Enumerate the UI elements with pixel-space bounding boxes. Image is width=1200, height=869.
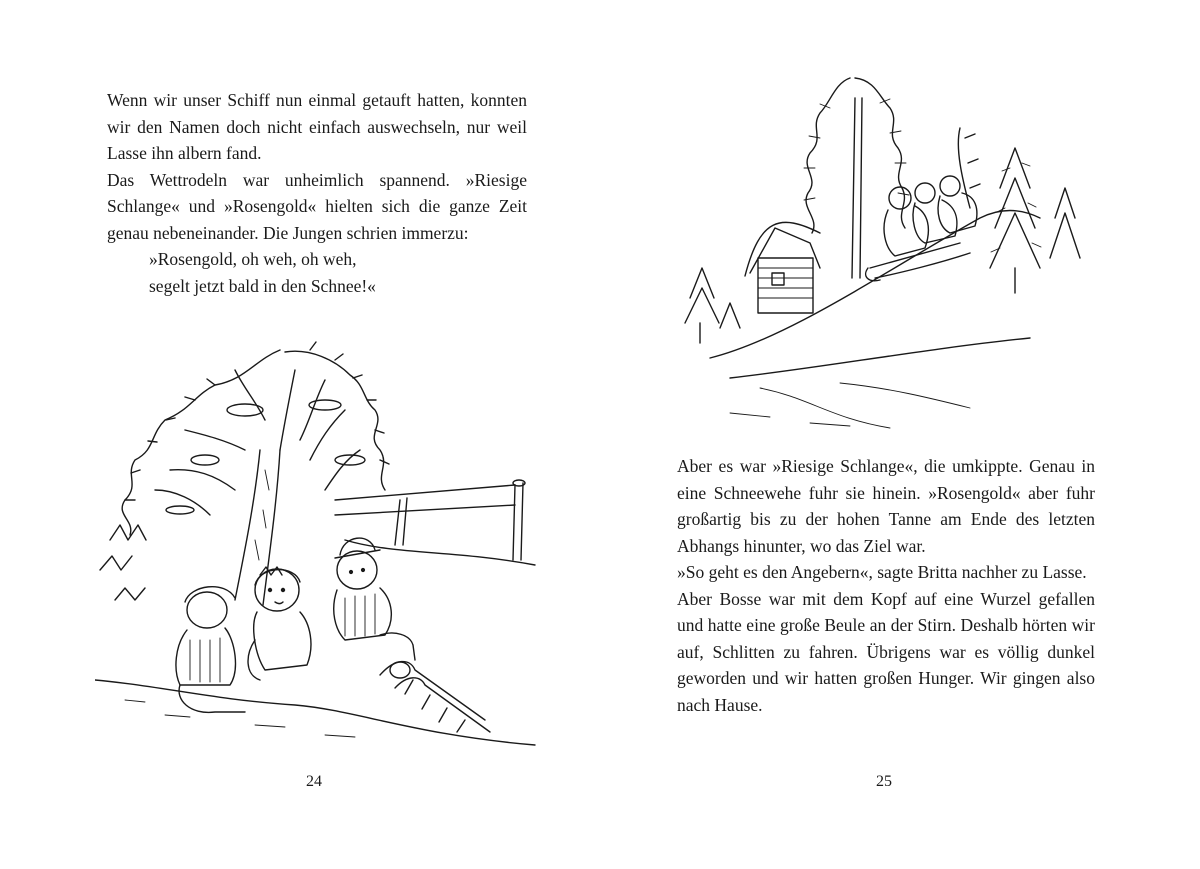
paragraph: Das Wettrodeln war unheimlich spannend. »Riesige Schlange« und »Rosengold« hielten sich die ganze Zeit genau nebeneinander. Die Jungen schrien immerzu: [107, 169, 527, 243]
verse-line: »Rosengold, oh weh, oh weh, [149, 249, 357, 269]
illustration-children-under-tree [95, 340, 555, 750]
page-number: 24 [306, 773, 322, 790]
page-number: 25 [876, 773, 892, 790]
right-page-text [677, 453, 1095, 718]
paragraph: »So geht es den Angebern«, sagte Britta nachher zu Lasse. [677, 562, 1087, 582]
illustration-sledding-hill [670, 68, 1100, 438]
paragraph: Aber Bosse war mit dem Kopf auf eine Wurzel gefallen und hatte eine große Beule an der Stirn. Deshalb hörten wir auf, Schlitten zu fahren. Übrigens war es völlig dunkel geworden und wir hatten großen Hunger. Wir gingen also nach Hause. [677, 588, 1095, 715]
verse-line: segelt jetzt bald in den Schnee!« [149, 275, 376, 296]
paragraph: Aber es war »Riesige Schlange«, die umkippte. Genau in eine Schneewehe fuhr sie hinein. »Rosengold« aber fuhr großartig bis zu der hohen Tanne am Ende des letzten Abhangs hinunter, wo das Ziel war. [677, 456, 1095, 556]
paragraph: Wenn wir unser Schiff nun einmal getauft hatten, konnten wir den Namen doch nicht einfach auswechseln, nur weil Lasse ihn albern fand. [107, 90, 527, 163]
right-page [600, 0, 1200, 869]
left-page-text [107, 87, 527, 299]
